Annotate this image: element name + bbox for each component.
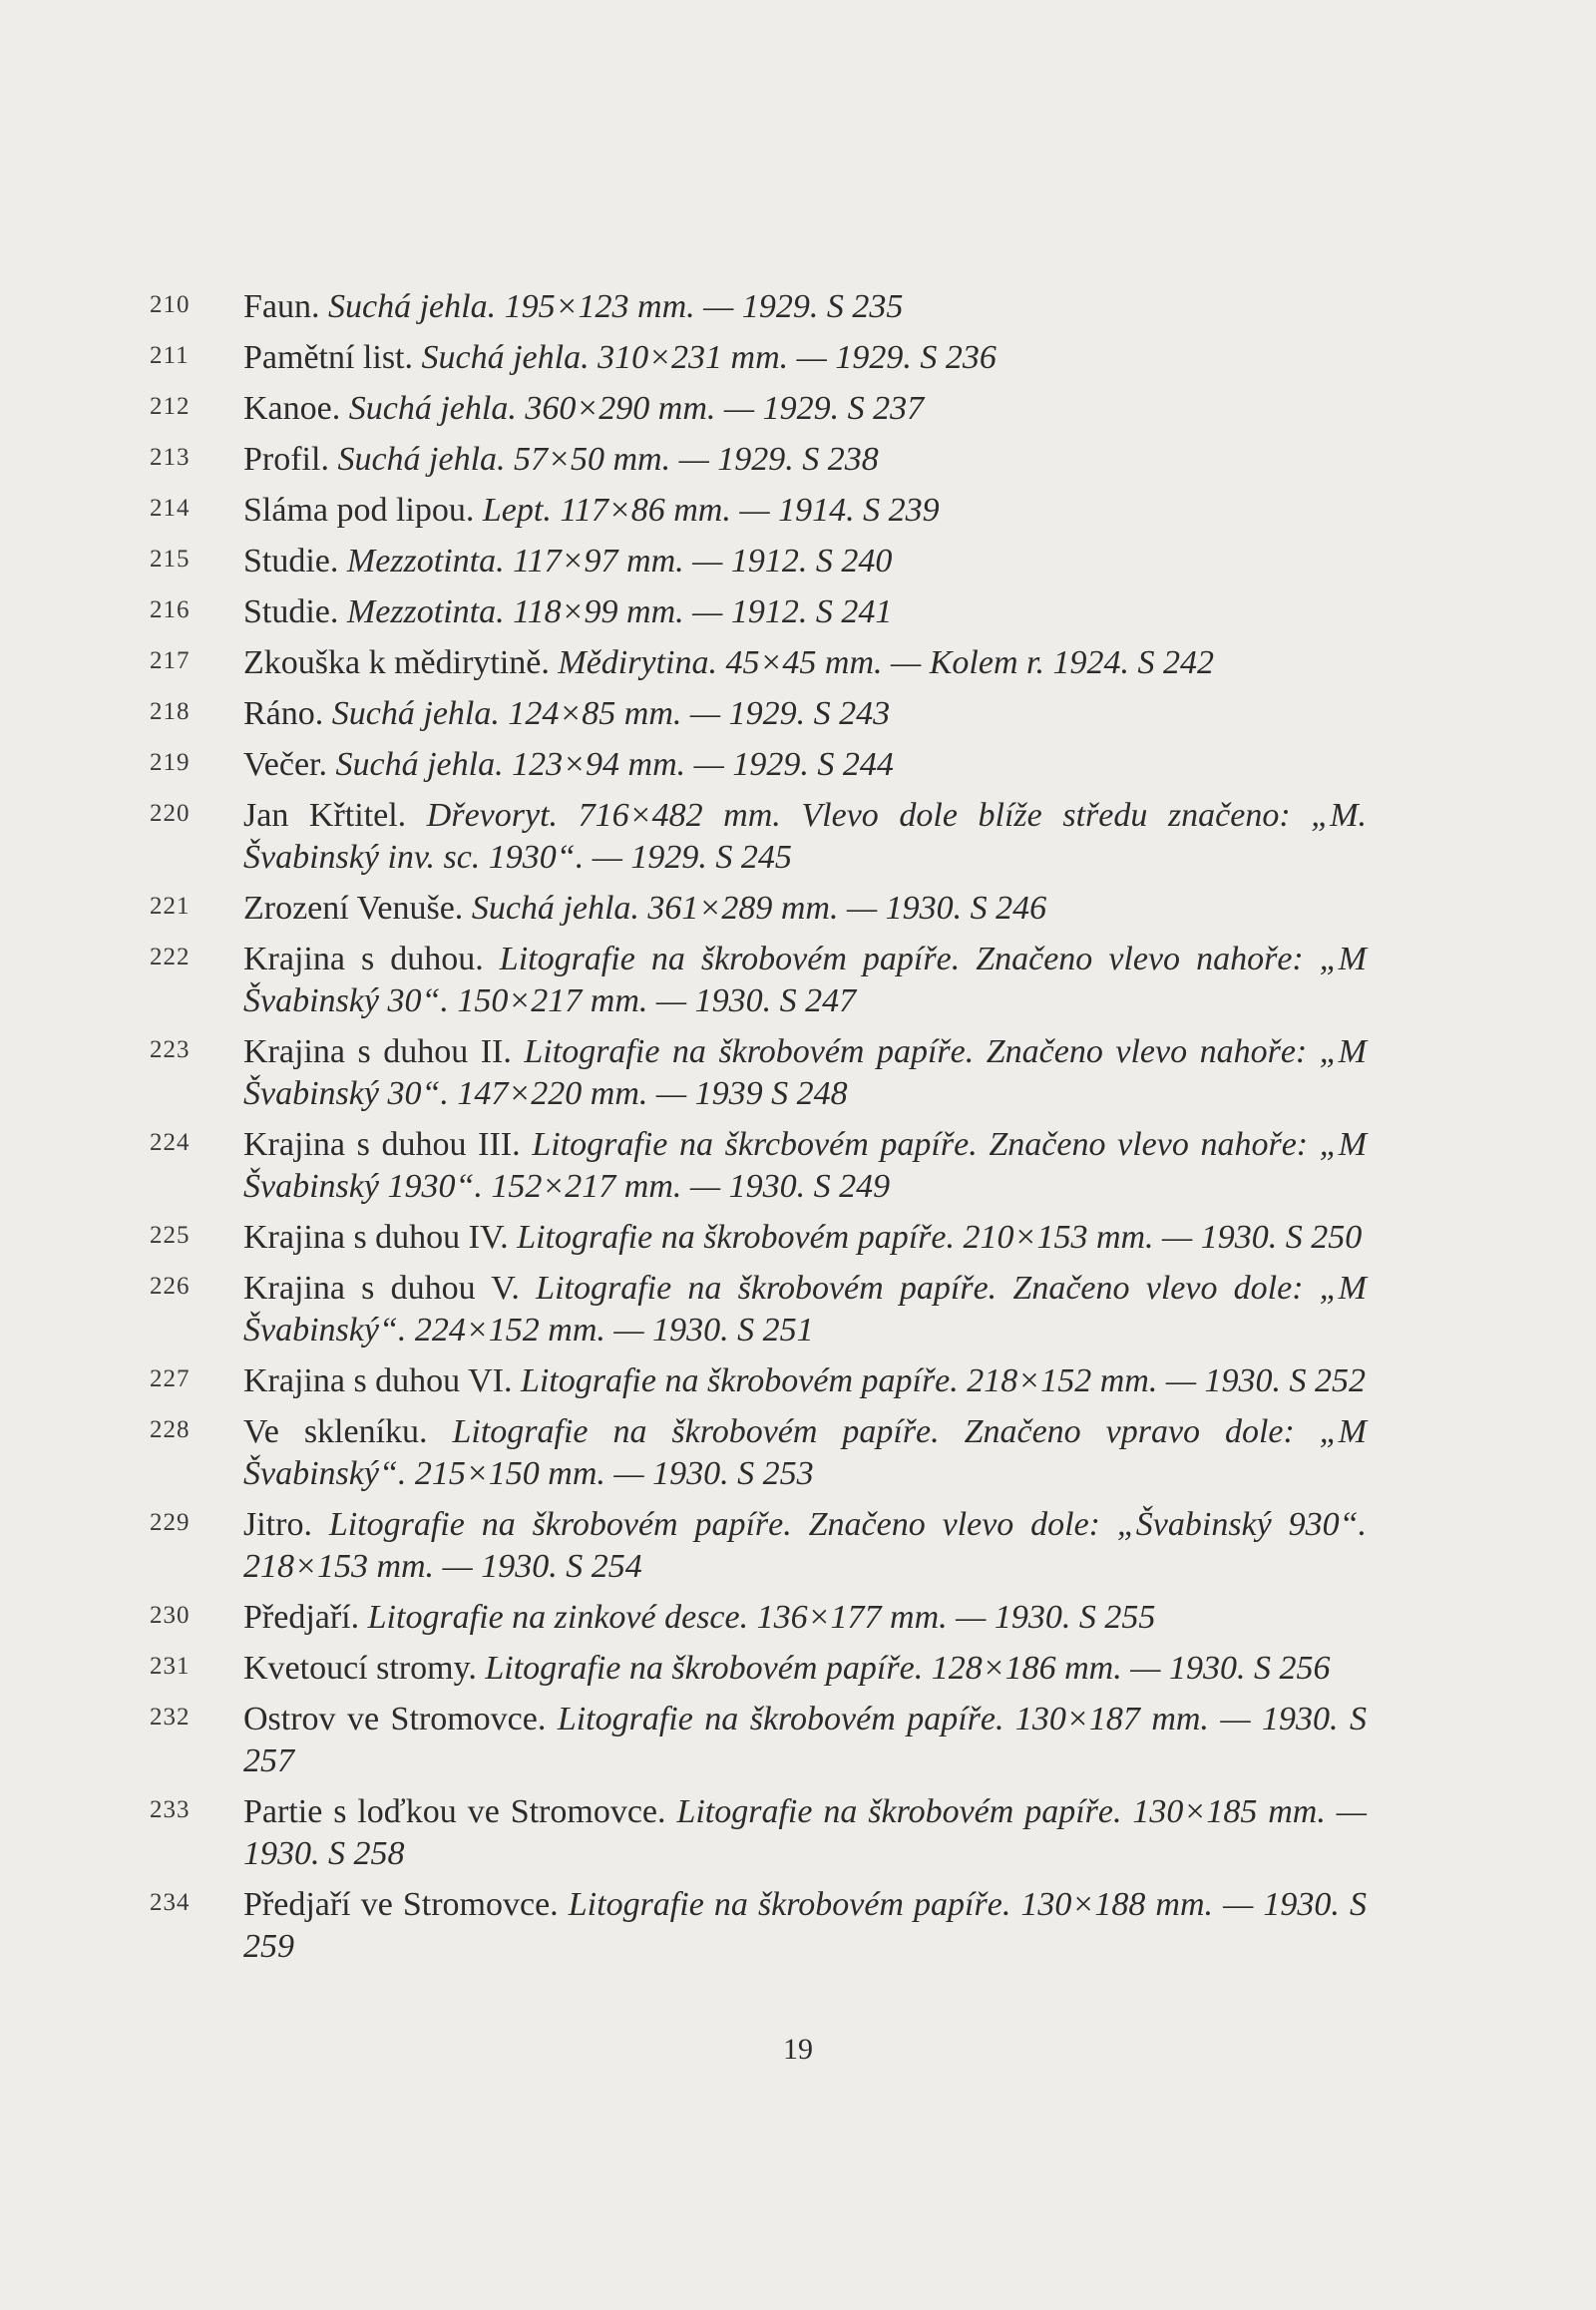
catalog-entry — [150, 1648, 1367, 1690]
entry-text — [243, 1268, 1367, 1351]
entry-text — [243, 337, 1367, 379]
entry-text — [243, 795, 1367, 879]
entry-description: Dřevoryt. 716×482 mm. Vlevo dole blíže středu značeno: „M. Švabinský inv. sc. 1930“. — 1929. S 245 — [243, 797, 1368, 876]
entry-text — [243, 642, 1367, 684]
catalog-entry — [150, 541, 1367, 582]
entry-number: 233 — [150, 1796, 191, 1823]
entry-number: 226 — [150, 1273, 191, 1300]
catalog-entry — [150, 286, 1367, 328]
catalog-entry — [150, 744, 1367, 786]
entry-description: Litografie na škrobovém papíře. Značeno vlevo nahoře: „M Švabinský 30“. 147×220 mm. — 1939 S 248 — [243, 1033, 1367, 1112]
entry-number: 223 — [150, 1036, 191, 1063]
entry-number: 232 — [150, 1704, 191, 1731]
entry-text — [243, 286, 1367, 328]
entry-text — [243, 1411, 1367, 1495]
catalog-entry — [150, 1217, 1367, 1259]
entry-number: 211 — [150, 342, 190, 369]
entry-description: Litografie na škrobovém papíře. 128×186 mm. — 1930. S 256 — [485, 1650, 1331, 1687]
entry-description: Suchá jehla. 361×289 mm. — 1930. S 246 — [471, 890, 1047, 927]
entry-title: Partie s loďkou ve Stromovce. — [243, 1793, 666, 1830]
catalog-entry — [150, 1124, 1367, 1208]
entry-description: Suchá jehla. 360×290 mm. — 1929. S 237 — [348, 390, 925, 427]
entry-number: 210 — [150, 291, 191, 318]
entry-description: Litografie na škrobovém papíře. 218×152 mm. — 1930. S 252 — [520, 1362, 1367, 1399]
entry-number: 229 — [150, 1509, 191, 1536]
entry-text — [243, 490, 1367, 532]
entry-description: Litografie na škrobovém papíře. 130×188 mm. — 1930. S 259 — [243, 1886, 1367, 1965]
entry-number: 214 — [150, 495, 191, 522]
entry-number: 222 — [150, 944, 191, 970]
catalog-entry — [150, 1360, 1367, 1402]
entry-title: Večer. — [243, 746, 328, 783]
entry-title: Sláma pod lipou. — [243, 492, 475, 529]
catalog-entry — [150, 1031, 1367, 1115]
entry-description: Suchá jehla. 123×94 mm. — 1929. S 244 — [335, 746, 894, 783]
entry-number: 234 — [150, 1889, 191, 1916]
catalog-entry — [150, 439, 1367, 481]
entry-title: Krajina s duhou II. — [243, 1033, 512, 1070]
catalog-entry — [150, 939, 1367, 1022]
entry-description: Suchá jehla. 310×231 mm. — 1929. S 236 — [421, 339, 997, 376]
entry-description: Litografie na škrobovém papíře. Značeno vlevo dole: „Švabinský 930“. 218×153 mm. — 1930. S 254 — [243, 1506, 1368, 1585]
catalog-entry — [150, 1268, 1367, 1351]
entry-text — [243, 939, 1367, 1022]
entry-description: Litografie na škrobovém papíře. 130×187 mm. — 1930. S 257 — [243, 1701, 1367, 1779]
entry-title: Studie. — [243, 543, 339, 579]
entry-description: Mědirytina. 45×45 mm. — Kolem r. 1924. S 242 — [558, 644, 1214, 681]
entry-description: Litografie na škrobovém papíře. 210×153 mm. — 1930. S 250 — [517, 1219, 1363, 1256]
entry-number: 213 — [150, 444, 191, 471]
entry-title: Krajina s duhou IV. — [243, 1219, 509, 1256]
entry-number: 228 — [150, 1416, 191, 1443]
entry-title: Zkouška k mědirytině. — [243, 644, 550, 681]
entry-description: Suchá jehla. 195×123 mm. — 1929. S 235 — [328, 288, 904, 325]
entry-title: Krajina s duhou V. — [243, 1270, 520, 1307]
entry-text — [243, 888, 1367, 930]
entry-number: 224 — [150, 1129, 191, 1156]
catalog-entry — [150, 1791, 1367, 1875]
entry-text — [243, 1791, 1367, 1875]
catalog-entry — [150, 642, 1367, 684]
entry-description: Litografie na škrobovém papíře. Značeno vlevo dole: „M Švabinský“. 224×152 mm. — 1930. S 251 — [243, 1270, 1367, 1348]
entry-title: Kvetoucí stromy. — [243, 1650, 477, 1687]
entry-number: 218 — [150, 698, 191, 725]
catalog-entry — [150, 591, 1367, 633]
entry-description: Suchá jehla. 57×50 mm. — 1929. S 238 — [337, 441, 879, 478]
entry-number: 219 — [150, 749, 191, 776]
entry-description: Litografie na zinkové desce. 136×177 mm. — 1930. S 255 — [367, 1599, 1156, 1636]
entry-number: 225 — [150, 1222, 191, 1249]
entry-description: Mezzotinta. 118×99 mm. — 1912. S 241 — [346, 593, 893, 630]
catalog-list — [150, 286, 1367, 1977]
entry-title: Zrození Venuše. — [243, 890, 464, 927]
entry-text — [243, 439, 1367, 481]
entry-title: Krajina s duhou VI. — [243, 1362, 513, 1399]
entry-text — [243, 1124, 1367, 1208]
entry-description: Litografie na škrobovém papíře. 130×185 mm. — 1930. S 258 — [243, 1793, 1367, 1872]
catalog-entry — [150, 1411, 1367, 1495]
entry-title: Ve skleníku. — [243, 1413, 428, 1450]
entry-number: 221 — [150, 893, 191, 920]
entry-description: Suchá jehla. 124×85 mm. — 1929. S 243 — [331, 695, 891, 732]
entry-text — [243, 1597, 1367, 1639]
entry-number: 215 — [150, 546, 191, 573]
entry-text — [243, 1884, 1367, 1968]
entry-text — [243, 744, 1367, 786]
catalog-entry — [150, 795, 1367, 879]
entry-description: Litografie na škrobovém papíře. Značeno vlevo nahoře: „M Švabinský 30“. 150×217 mm. — 1930. S 247 — [243, 941, 1367, 1019]
entry-title: Profil. — [243, 441, 329, 478]
entry-text — [243, 541, 1367, 582]
entry-title: Ráno. — [243, 695, 324, 732]
catalog-entry — [150, 888, 1367, 930]
entry-text — [243, 388, 1367, 430]
entry-description: Mezzotinta. 117×97 mm. — 1912. S 240 — [346, 543, 893, 579]
entry-text — [243, 1504, 1367, 1588]
entry-number: 212 — [150, 393, 191, 420]
entry-description: Litografie na škrcbovém papíře. Značeno vlevo nahoře: „M Švabinský 1930“. 152×217 mm. — 1930. S 249 — [243, 1126, 1368, 1205]
entry-number: 216 — [150, 596, 191, 623]
catalog-entry — [150, 1504, 1367, 1588]
entry-text — [243, 591, 1367, 633]
entry-number: 231 — [150, 1653, 191, 1680]
entry-text — [243, 1699, 1367, 1782]
entry-description: Litografie na škrobovém papíře. Značeno vpravo dole: „M Švabinský“. 215×150 mm. — 1930. S 253 — [243, 1413, 1368, 1492]
entry-title: Jan Křtitel. — [243, 797, 407, 834]
entry-number: 217 — [150, 647, 191, 674]
catalog-entry — [150, 388, 1367, 430]
page-number: 19 — [783, 2033, 813, 2066]
entry-description: Lept. 117×86 mm. — 1914. S 239 — [482, 492, 940, 529]
entry-title: Krajina s duhou. — [243, 941, 484, 977]
catalog-entry — [150, 1597, 1367, 1639]
entry-text — [243, 693, 1367, 735]
entry-title: Studie. — [243, 593, 339, 630]
entry-text — [243, 1217, 1367, 1259]
entry-title: Krajina s duhou III. — [243, 1126, 521, 1163]
entry-number: 220 — [150, 800, 191, 827]
catalog-entry — [150, 1699, 1367, 1782]
entry-title: Faun. — [243, 288, 320, 325]
entry-text — [243, 1360, 1367, 1402]
entry-title: Pamětní list. — [243, 339, 413, 376]
catalog-entry — [150, 490, 1367, 532]
entry-title: Jitro. — [243, 1506, 312, 1543]
entry-text — [243, 1031, 1367, 1115]
catalog-entry — [150, 337, 1367, 379]
catalog-entry — [150, 693, 1367, 735]
catalog-entry — [150, 1884, 1367, 1968]
entry-title: Předjaří ve Stromovce. — [243, 1886, 559, 1923]
entry-number: 227 — [150, 1365, 191, 1392]
entry-number: 230 — [150, 1602, 191, 1629]
entry-title: Předjaří. — [243, 1599, 360, 1636]
entry-title: Kanoe. — [243, 390, 341, 427]
entry-title: Ostrov ve Stromovce. — [243, 1701, 547, 1737]
entry-text — [243, 1648, 1367, 1690]
